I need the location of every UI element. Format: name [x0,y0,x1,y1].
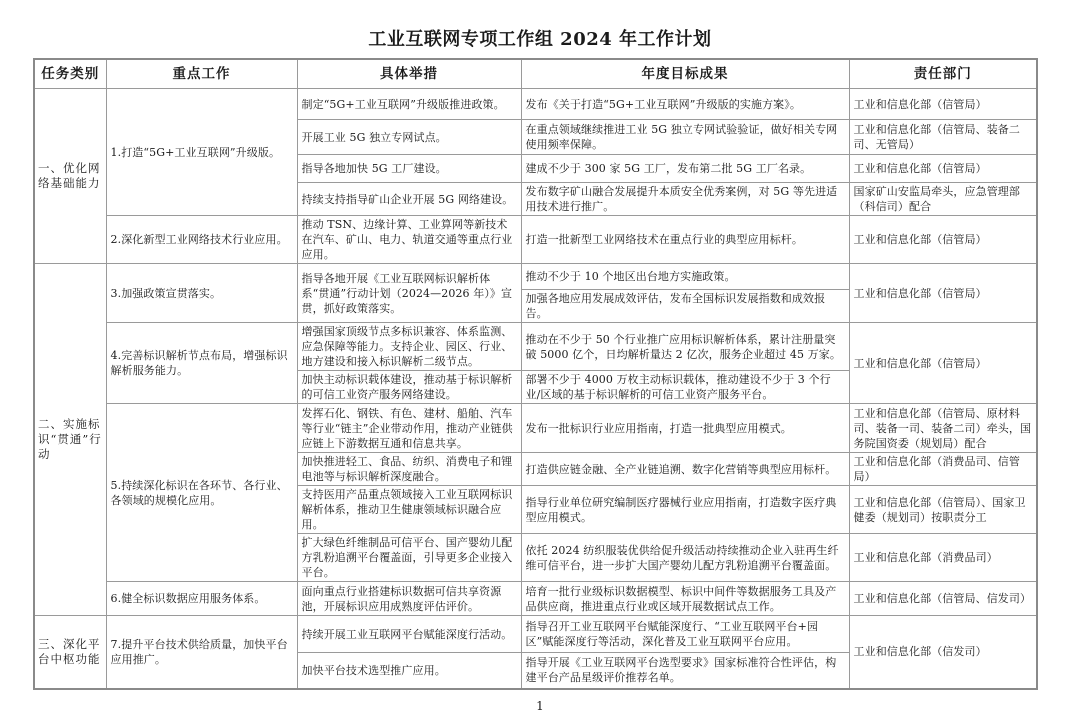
header-category: 任务类别 [34,59,106,89]
key-work-cell: 6.健全标识数据应用服务体系。 [106,582,297,616]
category-cell: 一、优化网络基础能力 [34,89,106,264]
key-work-cell: 4.完善标识解析节点布局，增强标识解析服务能力。 [106,323,297,404]
table-header-row [34,59,1037,89]
goal-cell: 依托 2024 纺织服装优供给促升级活动持续推动企业入驻再生纤维可信平台，进一步扩大国产婴幼儿配方乳粉追溯平台覆盖面。 [521,534,849,582]
table-row [34,616,1037,653]
table-row [34,404,1037,453]
measure-cell: 发挥石化、钢铁、有色、建材、船舶、汽车等行业“链主”企业带动作用，推动产业链供应链上下游数据互通和信息共享。 [297,404,521,453]
goal-cell: 打造供应链金融、全产业链追溯、数字化营销等典型应用标杆。 [521,453,849,486]
key-work-cell: 5.持续深化标识在各环节、各行业、各领域的规模化应用。 [106,404,297,582]
dept-cell: 工业和信息化部（信管局）、国家卫健委（规划司）按职责分工 [849,486,1037,534]
dept-cell: 工业和信息化部（信管局） [849,216,1037,264]
header-key-work: 重点工作 [106,59,297,89]
key-work-cell: 2.深化新型工业网络技术行业应用。 [106,216,297,264]
dept-cell: 工业和信息化部（信管局） [849,323,1037,404]
header-department: 责任部门 [849,59,1037,89]
dept-cell: 工业和信息化部（信发司） [849,616,1037,689]
measure-cell: 增强国家顶级节点多标识兼容、体系监测、应急保障等能力。支持企业、园区、行业、地方建设和接入标识解析二级节点。 [297,323,521,371]
measure-cell: 指导各地加快 5G 工厂建设。 [297,155,521,183]
goal-cell: 在重点领域继续推进工业 5G 独立专网试验验证，做好相关专网使用频率保障。 [521,120,849,155]
goal-cell: 指导行业单位研究编制医疗器械行业应用指南，打造数字医疗典型应用模式。 [521,486,849,534]
page-number: 1 [536,698,544,713]
document-title: 工业互联网专项工作组 2024 年工作计划 [368,29,712,50]
goal-cell: 发布《关于打造“5G+工业互联网”升级版的实施方案》。 [521,89,849,120]
measure-cell: 加快推进轻工、食品、纺织、消费电子和锂电池等与标识解析深度融合。 [297,453,521,486]
measure-cell: 加快主动标识载体建设，推动基于标识解析的可信工业资产服务网络建设。 [297,371,521,404]
category-cell: 二、实施标识“贯通”行动 [34,264,106,616]
dept-cell: 工业和信息化部（信管局） [849,264,1037,323]
measure-cell: 面向重点行业搭建标识数据可信共享资源池，开展标识应用成熟度评估评价。 [297,582,521,616]
dept-cell: 工业和信息化部（信管局） [849,155,1037,183]
dept-cell: 工业和信息化部（消费品司） [849,534,1037,582]
measure-cell: 支持医用产品重点领域接入工业互联网标识解析体系，推动卫生健康领域标识融合应用。 [297,486,521,534]
key-work-cell: 7.提升平台技术供给质量，加快平台应用推广。 [106,616,297,689]
goal-cell: 发布数字矿山融合发展提升本质安全优秀案例，对 5G 等先进适用技术进行推广。 [521,183,849,216]
goal-cell: 培育一批行业级标识数据模型、标识中间件等数据服务工具及产品供应商，推进重点行业或区域开展数据试点工作。 [521,582,849,616]
measure-cell: 持续支持指导矿山企业开展 5G 网络建设。 [297,183,521,216]
work-plan-table [33,58,1038,690]
goal-cell: 推动在不少于 50 个行业推广应用标识解析体系，累计注册量突破 5000 亿个，日均解析量达 2 亿次，服务企业超过 45 万家。 [521,323,849,371]
dept-cell: 工业和信息化部（信管局、信发司） [849,582,1037,616]
category-cell: 三、深化平台中枢功能 [34,616,106,689]
measure-cell: 加快平台技术选型推广应用。 [297,653,521,689]
goal-cell: 发布一批标识行业应用指南，打造一批典型应用模式。 [521,404,849,453]
goal-cell: 加强各地应用发展成效评估，发布全国标识发展指数和成效报告。 [521,290,849,323]
dept-cell: 工业和信息化部（信管局、原材料司、装备一司、装备二司）牵头，国务院国资委（规划局）配合 [849,404,1037,453]
measure-cell: 推动 TSN、边缘计算、工业算网等新技术在汽车、矿山、电力、轨道交通等重点行业应用。 [297,216,521,264]
table-row [34,89,1037,120]
table-row [34,582,1037,616]
dept-cell: 工业和信息化部（信管局、装备二司、无管局） [849,120,1037,155]
table-row [34,264,1037,290]
measure-cell: 扩大绿色纤维制品可信平台、国产婴幼儿配方乳粉追溯平台覆盖面，引导更多企业接入平台。 [297,534,521,582]
key-work-cell: 1.打造“5G+工业互联网”升级版。 [106,89,297,216]
goal-cell: 部署不少于 4000 万枚主动标识载体，推动建设不少于 3 个行业/区域的基于标识解析的可信工业资产服务平台。 [521,371,849,404]
measure-cell: 制定“5G+工业互联网”升级版推进政策。 [297,89,521,120]
measure-cell: 持续开展工业互联网平台赋能深度行活动。 [297,616,521,653]
goal-cell: 打造一批新型工业网络技术在重点行业的典型应用标杆。 [521,216,849,264]
header-measures: 具体举措 [297,59,521,89]
dept-cell: 国家矿山安监局牵头，应急管理部（科信司）配合 [849,183,1037,216]
goal-cell: 建成不少于 300 家 5G 工厂，发布第二批 5G 工厂名录。 [521,155,849,183]
header-annual-goals: 年度目标成果 [521,59,849,89]
table-row [34,323,1037,371]
goal-cell: 指导开展《工业互联网平台选型要求》国家标准符合性评估，构建平台产品星级评价推荐名单。 [521,653,849,689]
goal-cell: 推动不少于 10 个地区出台地方实施政策。 [521,264,849,290]
goal-cell: 指导召开工业互联网平台赋能深度行、“工业互联网平台+园区”赋能深度行等活动，深化普及工业互联网平台应用。 [521,616,849,653]
measure-cell: 开展工业 5G 独立专网试点。 [297,120,521,155]
dept-cell: 工业和信息化部（消费品司、信管局） [849,453,1037,486]
dept-cell: 工业和信息化部（信管局） [849,89,1037,120]
key-work-cell: 3.加强政策宣贯落实。 [106,264,297,323]
table-row [34,216,1037,264]
measure-cell: 指导各地开展《工业互联网标识解析体系“贯通”行动计划（2024—2026 年）》宣贯，抓好政策落实。 [297,264,521,323]
